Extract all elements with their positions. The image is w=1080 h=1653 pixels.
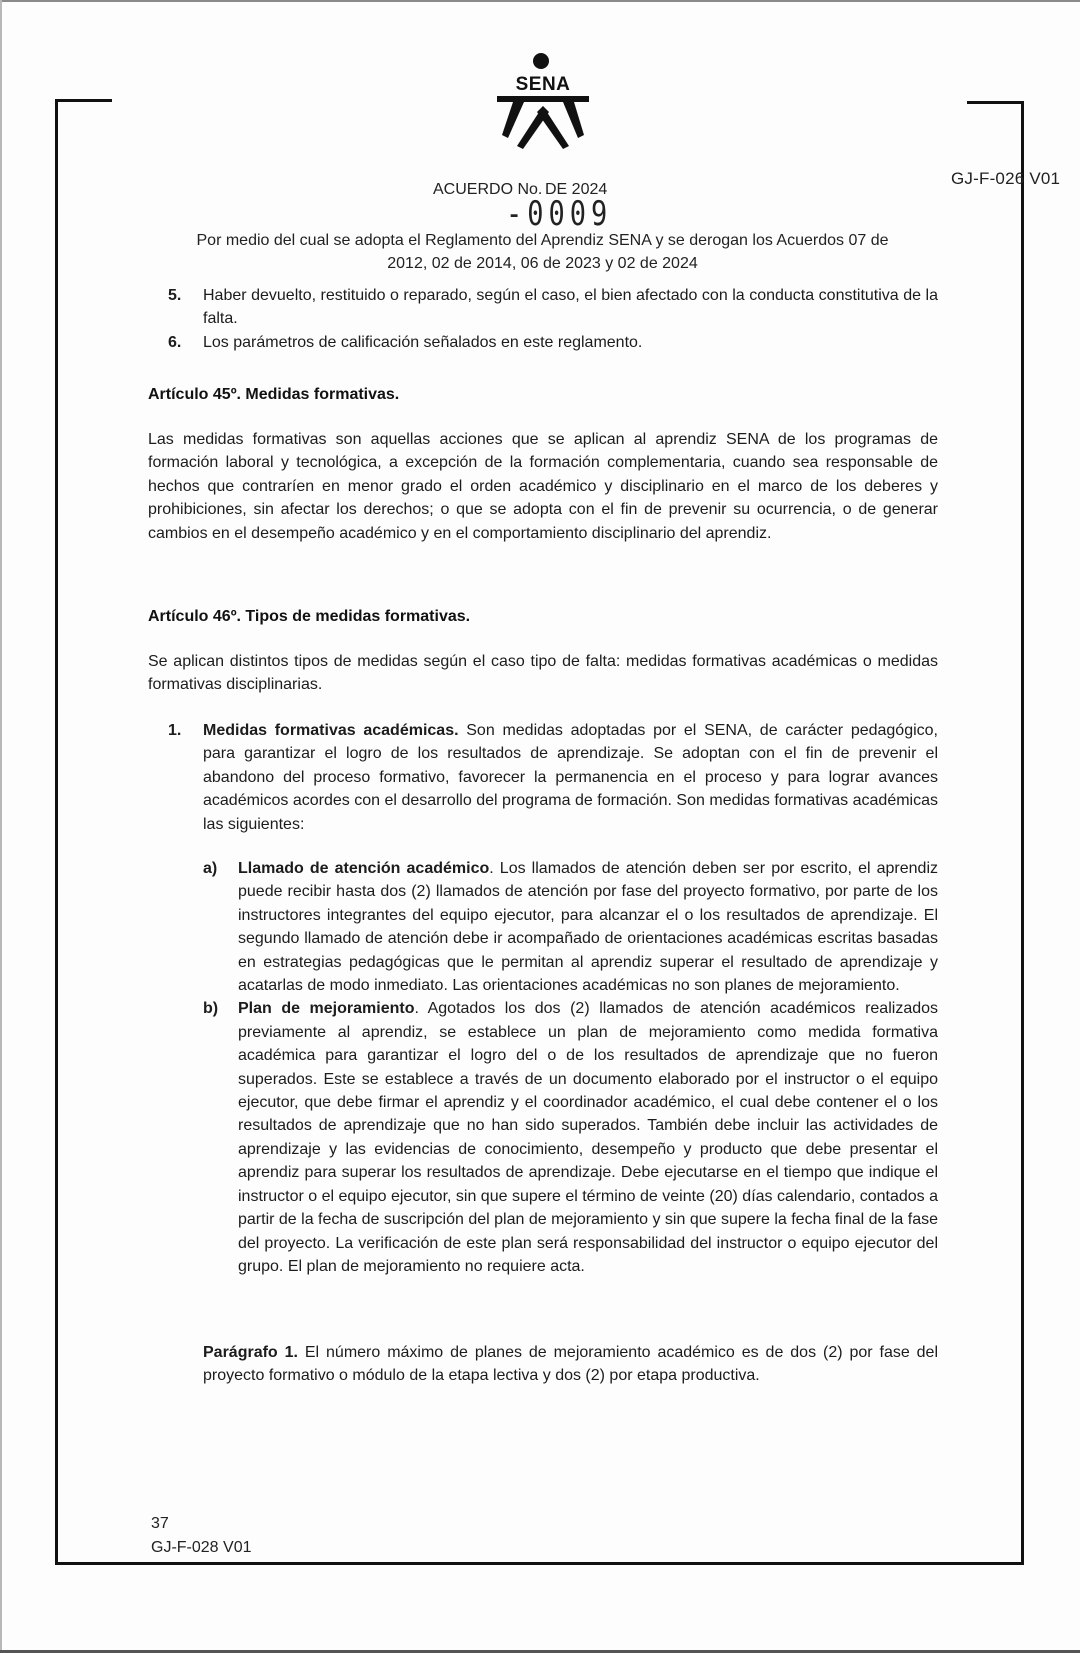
article-46-intro: Se aplican distintos tipos de medidas según el caso tipo de falta: medidas formativas académicas o medidas formativas disciplinarias. (148, 653, 938, 694)
scan-edge-left (0, 0, 2, 1653)
frame-right (1021, 101, 1024, 1564)
acuerdo-number-stamp: -0009 (506, 195, 613, 234)
sublist-item-text: . Los llamados de atención deben ser por escrito, el aprendiz puede recibir hasta dos (2) llamados de atención por fase del proyecto formativo, por parte de los instructores integrantes del equipo ejecutor, para alcanzar el o los resultados de aprendizaje. El segundo llamado de atención debe ir acompañado de orientaciones académicas escritas basadas en estrategias pedagógicas que le permitan al aprendiz superar el resultado de aprendizaje y acatarlas de modo inmediato. Las orientaciones académicas no son planes de mejoramiento. (238, 860, 938, 995)
list-item-text: Los parámetros de calificación señalados en este reglamento. (203, 333, 643, 351)
frame-left (55, 99, 58, 1565)
article-45-body: Las medidas formativas son aquellas acciones que se aplican al aprendiz SENA de los programas de formación laboral y tecnológica, a excepción de la formación complementaria, cuando sea responsable de hechos que contraríen en menor grado el orden académico y disciplinario en el marco de los deberes y prohibiciones, sin afectar los derechos; o que se adopta con el fin de prevenir su ocurrencia, o de generar cambios en el desempeño académico y en el comportamiento disciplinario del aprendiz. (148, 431, 938, 542)
sublist-item (203, 857, 938, 997)
list-item (168, 284, 938, 331)
frame-bottom (55, 1562, 1024, 1565)
list-item-text: Haber devuelto, restituido o reparado, según el caso, el bien afectado con la conducta constitutiva de la falta. (203, 287, 938, 328)
list-item-title: Medidas formativas académicas. (203, 722, 459, 739)
sublist-marker: a) (203, 860, 218, 877)
academic-measures-item (168, 719, 938, 836)
sublist-item-title: Llamado de atención académico (238, 860, 490, 877)
subtitle-line-2: 2012, 02 de 2014, 06 de 2023 y 02 de 2024 (387, 255, 698, 272)
sublist-marker: b) (203, 1000, 219, 1018)
academic-measures-sublist (203, 857, 938, 1278)
form-code-footer: GJ-F-028 V01 (151, 1539, 252, 1556)
list-item (168, 719, 938, 836)
sublist-item-text: . Agotados los dos (2) llamados de atención académicos realizados previamente al aprendiz, se establece un plan de mejoramiento como medida formativa académica para garantizar el logro del o de los resultados de aprendizaje que no fueron superados. Este se establece a través de un documento elaborado por el instructor o el equipo ejecutor, que debe firmar el aprendiz y el coordinador académico, el cual debe contener el o los resultados de aprendizaje que no han sido superados. También debe incluir las actividades de aprendizaje y las evidencias de conocimiento, desempeño y producto que debe presentar el aprendiz para superar los resultados de aprendizaje. Debe ejecutarse en el tiempo que indique el instructor o el equipo ejecutor, sin que supere el término de veinte (20) días calendario, contados a partir de la fecha de suscripción del plan de mejoramiento y sin que supere la fecha final de la fase del proyecto. La verificación de este plan será responsabilidad del instructor o equipo ejecutor del grupo. El plan de mejoramiento no requiere acta. (238, 1000, 939, 1275)
svg-text:SENA: SENA (515, 74, 571, 95)
list-marker: 5. (168, 287, 182, 304)
form-code-header: GJ-F-026 V01 (951, 169, 1061, 188)
paragraph-1 (203, 1341, 938, 1388)
criteria-list (168, 284, 938, 354)
frame-top-right (967, 101, 1024, 104)
acuerdo-label: ACUERDO No. (433, 181, 543, 198)
list-marker: 1. (168, 722, 182, 739)
article-46-heading: Artículo 46º. Tipos de medidas formativas. (148, 608, 471, 625)
sublist-item-title: Plan de mejoramiento (238, 1000, 415, 1018)
list-item (168, 331, 938, 354)
page-number: 37 (151, 1515, 169, 1532)
sublist-item (203, 997, 938, 1278)
list-marker: 6. (168, 333, 182, 351)
article-45-heading: Artículo 45º. Medidas formativas. (148, 386, 400, 403)
document-subtitle (140, 229, 945, 275)
acuerdo-year: DE 2024 (545, 181, 608, 198)
subtitle-line-1: Por medio del cual se adopta el Reglamento del Aprendiz SENA y se derogan los Acuerdos 07 de (196, 232, 889, 249)
scan-edge-top (0, 0, 1080, 2)
paragraph-1-text: El número máximo de planes de mejoramiento académico es de dos (2) por fase del proyecto formativo o módulo de la etapa lectiva y dos (2) por etapa productiva. (203, 1344, 939, 1385)
paragraph-1-title: Parágrafo 1. (203, 1344, 298, 1361)
list-item-text: Son medidas adoptadas por el SENA, de carácter pedagógico, para garantizar el logro de los resultados de aprendizaje. Se adoptan con el fin de prevenir el abandono del proceso formativo, favorecer la permanencia en el proceso y para lograr avances académicos acordes con el desarrollo del programa de formación. Son medidas formativas académicas las siguientes: (203, 722, 938, 833)
frame-top-left (55, 99, 112, 102)
sena-logo-icon (493, 52, 593, 152)
